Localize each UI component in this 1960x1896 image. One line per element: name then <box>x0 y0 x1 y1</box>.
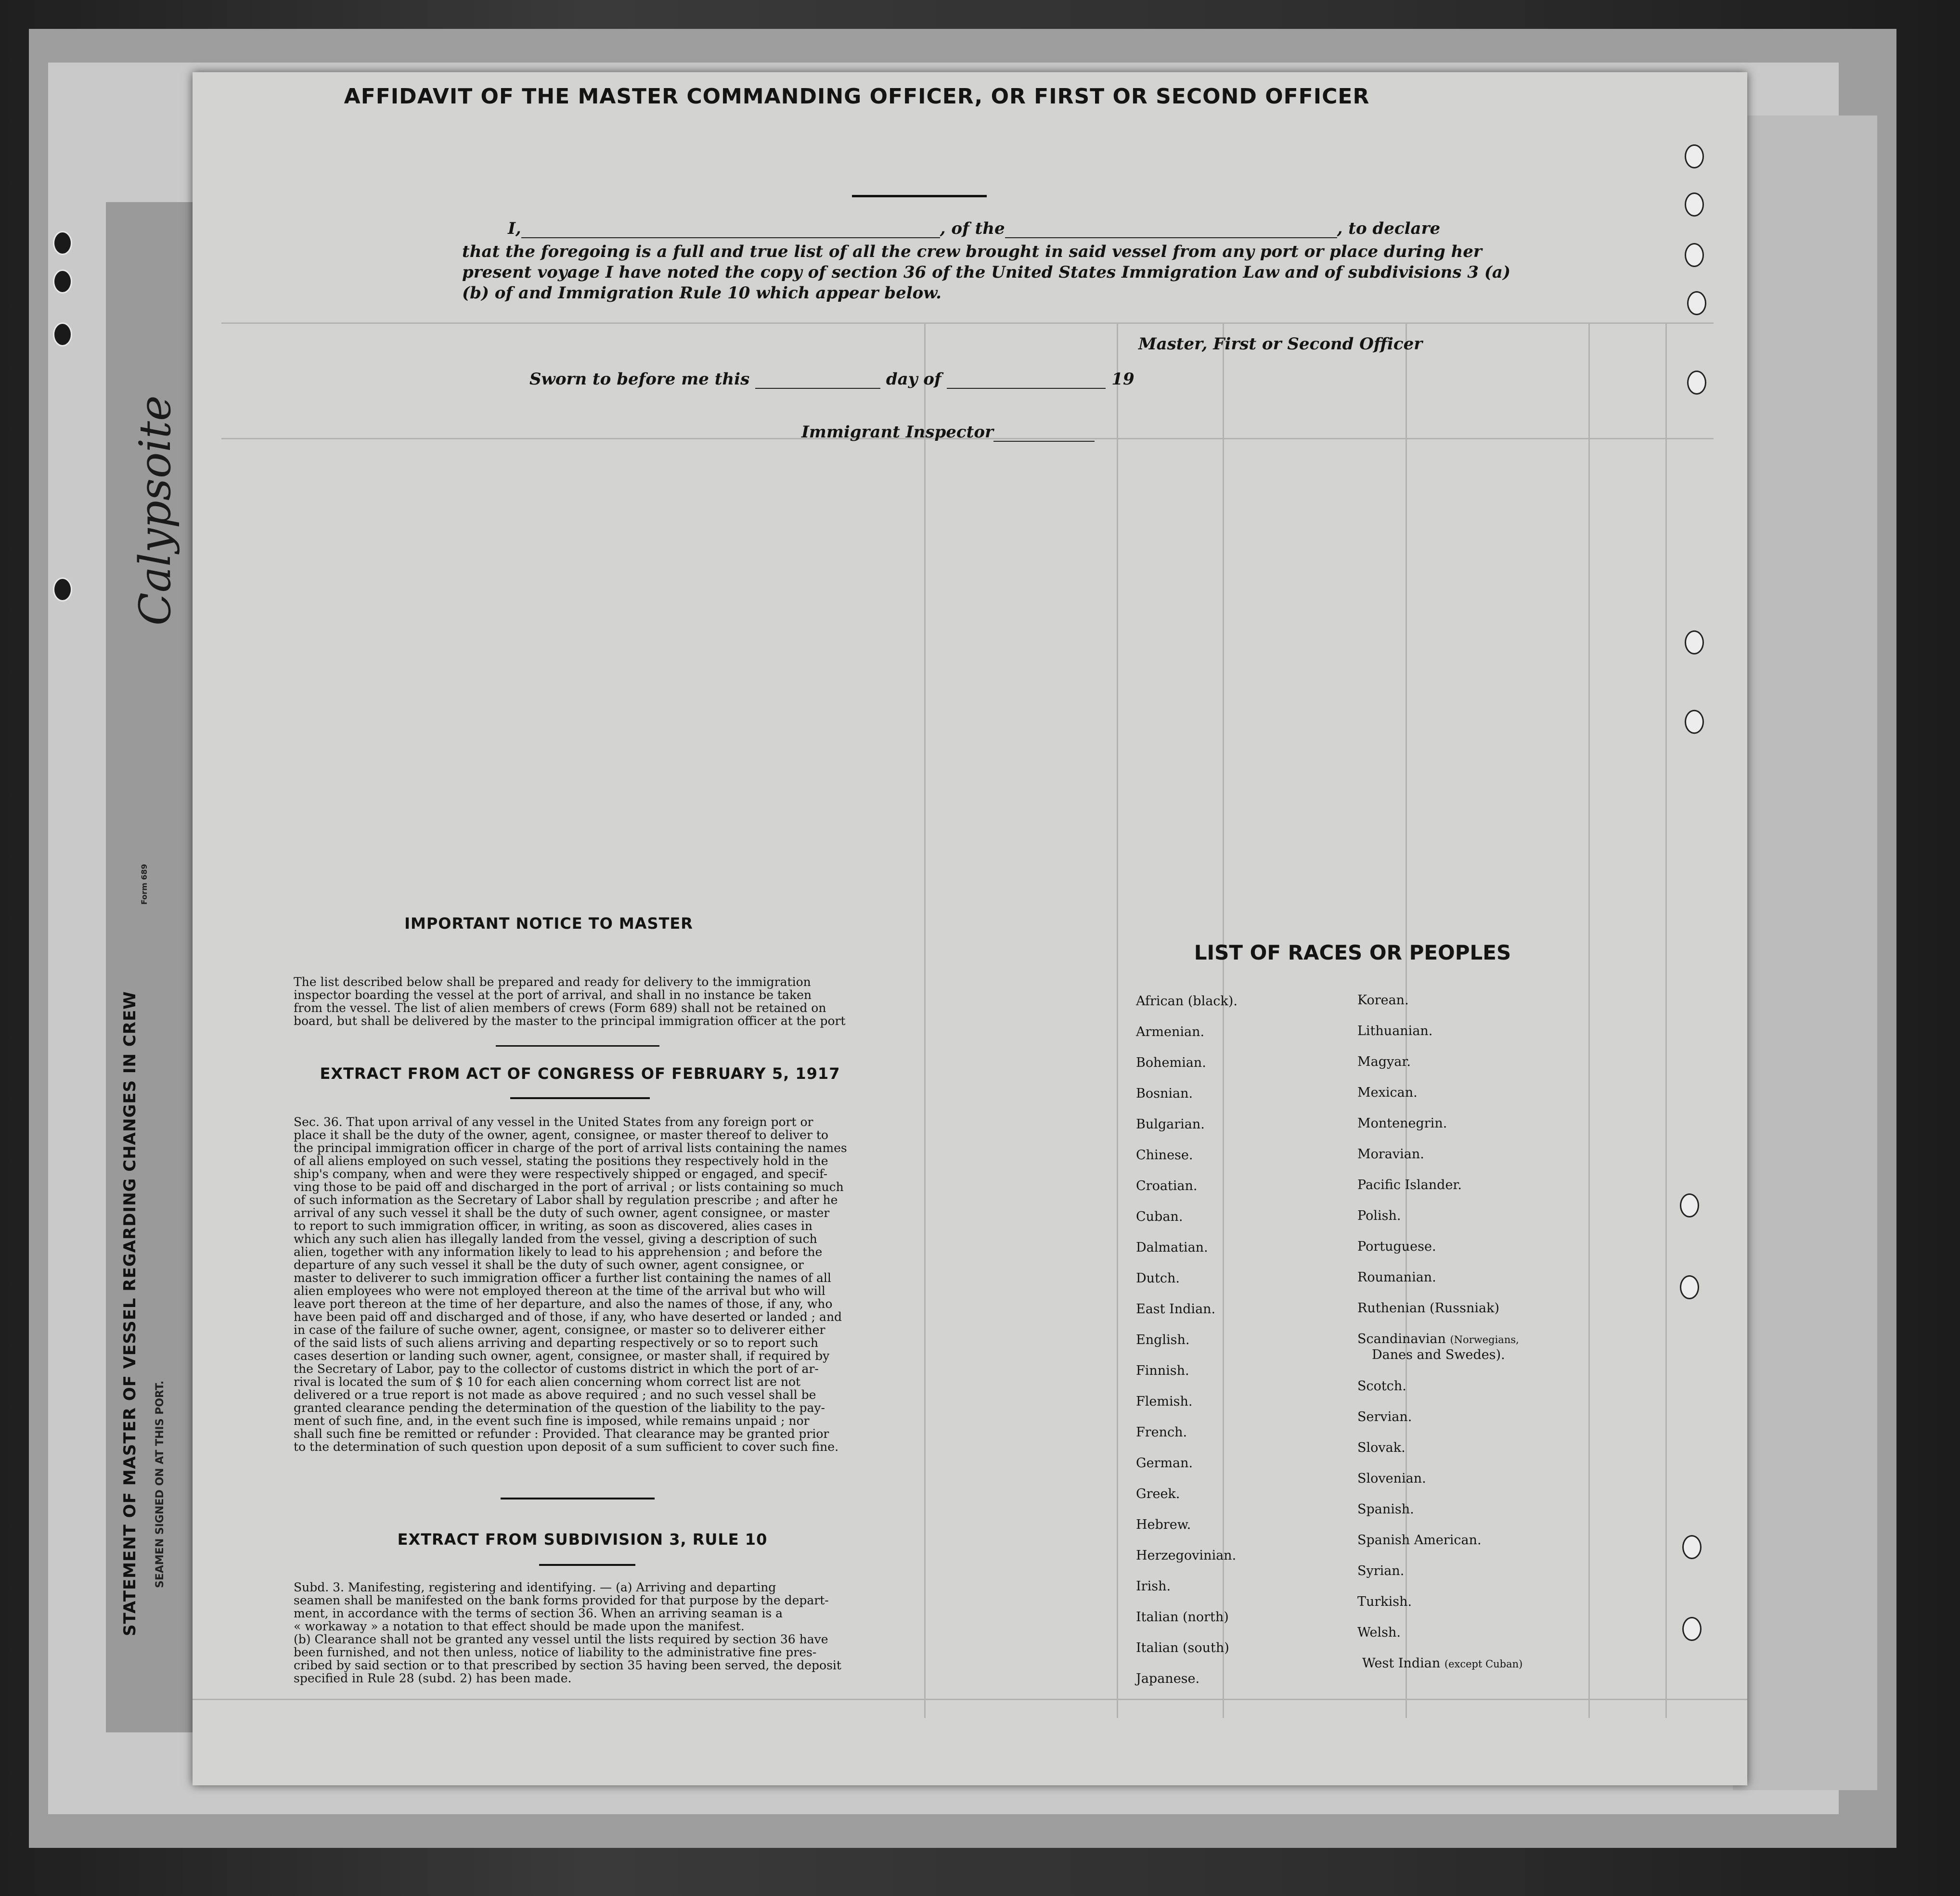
subdivision-heading: EXTRACT FROM SUBDIVISION 3, RULE 10 <box>397 1530 768 1549</box>
race-right: Mexican. <box>1357 1085 1418 1100</box>
race-right: Pacific Islander. <box>1357 1178 1462 1192</box>
side-form-number: Form 689 <box>140 864 149 905</box>
title-underline <box>852 195 987 197</box>
subdivision-rule <box>539 1564 635 1566</box>
sworn-label: Sworn to before me this <box>529 370 750 389</box>
race-right: Welsh. <box>1357 1625 1401 1640</box>
race-left: African (black). <box>1136 994 1238 1009</box>
act-line: alien employees who were not employed thereon at the time of the arrival but who will <box>294 1284 825 1298</box>
affidavit-of-the: , of the <box>940 219 1005 238</box>
subdivision-line: specified in Rule 28 (subd. 2) has been made. <box>294 1671 572 1685</box>
race-left: Dutch. <box>1136 1271 1180 1286</box>
race-right: Slovenian. <box>1357 1471 1426 1486</box>
race-right: Slovak. <box>1357 1440 1406 1455</box>
binder-hole <box>53 269 72 294</box>
race-left: Herzegovinian. <box>1136 1548 1237 1563</box>
race-right-west-indian <box>1362 1656 1522 1671</box>
race-note: (Norwegians, <box>1450 1334 1519 1345</box>
race-right: Moravian. <box>1357 1147 1424 1162</box>
race-left: Italian (south) <box>1136 1640 1229 1655</box>
sworn-year: 19 <box>1111 370 1135 389</box>
race-right: Scandinavian <box>1357 1332 1446 1346</box>
subdivision-line: cribed by said section or to that prescribed by section 35 having been served, the deposit <box>294 1658 841 1672</box>
side-statement-title: STATEMENT OF MASTER OF VESSEL REGARDING CHANGES IN CREW <box>120 991 140 1636</box>
act-line: master to deliverer to such immigration officer a further list containing the names of all <box>294 1271 831 1285</box>
race-right: Turkish. <box>1357 1594 1412 1609</box>
act-line: of the said lists of such aliens arriving and departing respectively or so to report such <box>294 1336 818 1350</box>
race-right: Magyar. <box>1357 1054 1411 1069</box>
race-right: West Indian <box>1362 1656 1441 1671</box>
act-line: shall such fine be remitted or refunder : Provided. That clearance may be granted prior <box>294 1427 829 1441</box>
act-line: of all aliens employed on such vessel, stating the positions they respectively hold in the <box>294 1154 828 1168</box>
subdivision-line: seamen shall be manifested on the bank forms provided for that purpose by the depart- <box>294 1593 829 1607</box>
race-left: Bosnian. <box>1136 1086 1193 1101</box>
binder-hole <box>1687 291 1706 315</box>
affidavit-i: I, <box>508 219 521 238</box>
binder-hole <box>1680 1275 1699 1299</box>
subdivision-line: ment, in accordance with the terms of section 36. When an arriving seaman is a <box>294 1606 783 1620</box>
race-right: Syrian. <box>1357 1563 1405 1578</box>
race-note-line-2: Danes and Swedes). <box>1372 1347 1505 1362</box>
act-line: the principal immigration officer in charge of the port of arrival lists containing the names <box>294 1141 847 1155</box>
race-left: Greek. <box>1136 1486 1180 1501</box>
race-right: Montenegrin. <box>1357 1116 1447 1131</box>
sworn-line <box>529 370 1135 389</box>
binder-hole <box>1685 192 1704 217</box>
race-left: French. <box>1136 1425 1187 1440</box>
race-left: Chinese. <box>1136 1148 1193 1163</box>
race-left: Bulgarian. <box>1136 1117 1205 1132</box>
ghost-rule <box>221 322 1714 324</box>
race-right: Korean. <box>1357 993 1409 1008</box>
subdivision-line: Subd. 3. Manifesting, registering and identifying. — (a) Arriving and departing <box>294 1580 776 1594</box>
race-left: Finnish. <box>1136 1363 1189 1378</box>
act-line: which any such alien has illegally landed from the vessel, giving a description of such <box>294 1232 817 1246</box>
race-right: Polish. <box>1357 1208 1401 1223</box>
race-left: Japanese. <box>1136 1671 1200 1686</box>
binder-hole <box>1682 1617 1702 1641</box>
binder-hole <box>1685 630 1704 654</box>
act-line: granted clearance pending the determination of the question of the liability to the pay- <box>294 1401 825 1415</box>
handwritten-vessel-name: Calypsoite <box>130 395 181 626</box>
subdivision-line: (b) Clearance shall not be granted any vessel until the lists required by section 36 have <box>294 1632 828 1646</box>
subdivision-line: « workaway » a notation to that effect should be made upon the manifest. <box>294 1619 745 1633</box>
race-note: (except Cuban) <box>1444 1658 1523 1670</box>
notice-line: inspector boarding the vessel at the port of arrival, and shall in no instance be taken <box>294 988 812 1002</box>
race-right: Portuguese. <box>1357 1239 1436 1254</box>
race-left: Bohemian. <box>1136 1055 1206 1070</box>
act-end-rule <box>501 1498 655 1499</box>
binder-hole <box>1685 710 1704 734</box>
ghost-rule <box>1223 322 1224 1718</box>
binder-hole <box>1685 144 1704 168</box>
affidavit-line-2: that the foregoing is a full and true list of all the crew brought in said vessel from any port or place during her <box>462 242 1482 261</box>
act-line: arrival of any such vessel it shall be the duty of such owner, agent consignee, or master <box>294 1206 830 1220</box>
race-right: Scotch. <box>1357 1379 1406 1394</box>
notice-line: The list described below shall be prepared and ready for delivery to the immigration <box>294 975 811 989</box>
binder-hole <box>1685 243 1704 267</box>
ghost-rule <box>1665 322 1667 1718</box>
ghost-rule <box>193 1699 1747 1700</box>
race-right: Lithuanian. <box>1357 1024 1433 1038</box>
act-rule <box>510 1097 650 1099</box>
right-sheet-edge <box>1733 115 1877 1790</box>
act-line: rival is located the sum of $ 10 for each alien concerning whom correct list are not <box>294 1375 801 1389</box>
sworn-month-blank[interactable] <box>947 388 1106 389</box>
race-left: Italian (north) <box>1136 1610 1229 1625</box>
race-left: East Indian. <box>1136 1302 1216 1317</box>
vessel-blank[interactable] <box>1005 237 1337 238</box>
binder-hole <box>53 577 72 602</box>
act-line: place it shall be the duty of the owner, agent, consignee, or master thereof to deliver to <box>294 1128 828 1142</box>
race-right: Servian. <box>1357 1409 1412 1424</box>
notice-rule <box>496 1045 659 1047</box>
race-left: Croatian. <box>1136 1179 1198 1193</box>
race-left: German. <box>1136 1456 1193 1471</box>
binder-hole <box>53 231 72 255</box>
subdivision-body <box>294 1581 871 1685</box>
act-line: leave port thereon at the time of her departure, and also the names of those, if any, who <box>294 1297 833 1311</box>
race-right: Spanish American. <box>1357 1533 1482 1548</box>
race-left: Flemish. <box>1136 1394 1193 1409</box>
race-left: Cuban. <box>1136 1209 1183 1224</box>
affidavit-to-declare: , to declare <box>1337 219 1441 238</box>
race-left: Armenian. <box>1136 1025 1205 1039</box>
act-line: ship's company, when and were they were respectively shipped or engaged, and specif- <box>294 1167 828 1181</box>
binder-hole <box>1682 1535 1702 1559</box>
act-line: to the determination of such question upon deposit of a sum sufficient to cover such fine. <box>294 1440 839 1454</box>
act-line: in case of the failure of suche owner, agent, consignee, or master so to deliverer either <box>294 1323 825 1337</box>
affidavit-line-4: (b) of and Immigration Rule 10 which appear below. <box>462 283 941 303</box>
inspector-blank[interactable] <box>993 441 1095 442</box>
binder-hole <box>53 322 72 346</box>
affidavit-title: AFFIDAVIT OF THE MASTER COMMANDING OFFICER, OR FIRST OR SECOND OFFICER <box>344 84 1370 109</box>
race-right-scandinavian <box>1357 1332 1519 1346</box>
act-line: Sec. 36. That upon arrival of any vessel in the United States from any foreign port or <box>294 1115 813 1129</box>
name-blank[interactable] <box>521 237 940 238</box>
inspector-label: Immigrant Inspector <box>801 423 993 442</box>
side-signed-on: SEAMEN SIGNED ON AT THIS PORT. <box>154 1380 166 1588</box>
act-line: cases desertion or landing such owner, agent, consignee, or master shall, if required by <box>294 1349 830 1363</box>
act-body <box>294 1115 866 1453</box>
race-left: Hebrew. <box>1136 1517 1191 1532</box>
ghost-rule <box>924 322 926 1718</box>
race-left: Irish. <box>1136 1579 1171 1594</box>
race-left: English. <box>1136 1332 1190 1347</box>
sworn-day-blank[interactable] <box>755 388 880 389</box>
binder-hole <box>1687 371 1706 395</box>
race-left: Dalmatian. <box>1136 1240 1208 1255</box>
act-line: ment of such fine, and, in the event such fine is imposed, while remains unpaid ; nor <box>294 1414 810 1428</box>
act-line: to report to such immigration officer, in writing, as soon as discovered, alies cases in <box>294 1219 813 1233</box>
inspector-line <box>801 423 1095 442</box>
act-heading: EXTRACT FROM ACT OF CONGRESS OF FEBRUARY 5, 1917 <box>320 1064 840 1083</box>
subdivision-line: been furnished, and not then unless, notice of liability to the administrative fine pres- <box>294 1645 817 1659</box>
notice-line: from the vessel. The list of alien members of crews (Form 689) shall not be retained on <box>294 1001 826 1015</box>
sworn-day-of: day of <box>886 370 941 389</box>
notice-line: board, but shall be delivered by the master to the principal immigration officer at the port <box>294 1014 846 1028</box>
act-line: alien, together with any information likely to lead to his apprehension ; and before the <box>294 1245 823 1259</box>
affidavit-line-3: present voyage I have noted the copy of section 36 of the United States Immigration Law and of subdivisions 3 (a) <box>462 263 1511 282</box>
act-line: departure of any such vessel it shall be the duty of such owner, agent consignee, or <box>294 1258 804 1272</box>
races-heading: LIST OF RACES OR PEOPLES <box>1194 941 1511 964</box>
act-line: ving those to be paid off and discharged in the port of arrival ; or lists containing so much <box>294 1180 844 1194</box>
act-line: of such information as the Secretary of Labor shall by regulation prescribe ; and after he <box>294 1193 838 1207</box>
race-right: Ruthenian (Russniak) <box>1357 1301 1500 1316</box>
master-officer-label: Master, First or Second Officer <box>1138 334 1423 354</box>
notice-heading: IMPORTANT NOTICE TO MASTER <box>404 914 693 933</box>
affidavit-line-1 <box>508 219 1440 238</box>
binder-hole <box>1680 1193 1699 1217</box>
race-right: Spanish. <box>1357 1502 1414 1517</box>
act-line: delivered or a true report is not made as above required ; and no such vessel shall be <box>294 1388 816 1402</box>
ghost-rule <box>1588 322 1590 1718</box>
act-line: have been paid off and discharged and of those, if any, who have deserted or landed ; and <box>294 1310 842 1324</box>
act-line: the Secretary of Labor, pay to the collector of customs district in which the port of ar- <box>294 1362 819 1376</box>
ghost-rule <box>1117 322 1118 1718</box>
race-right: Roumanian. <box>1357 1270 1436 1285</box>
notice-body <box>294 975 866 1027</box>
